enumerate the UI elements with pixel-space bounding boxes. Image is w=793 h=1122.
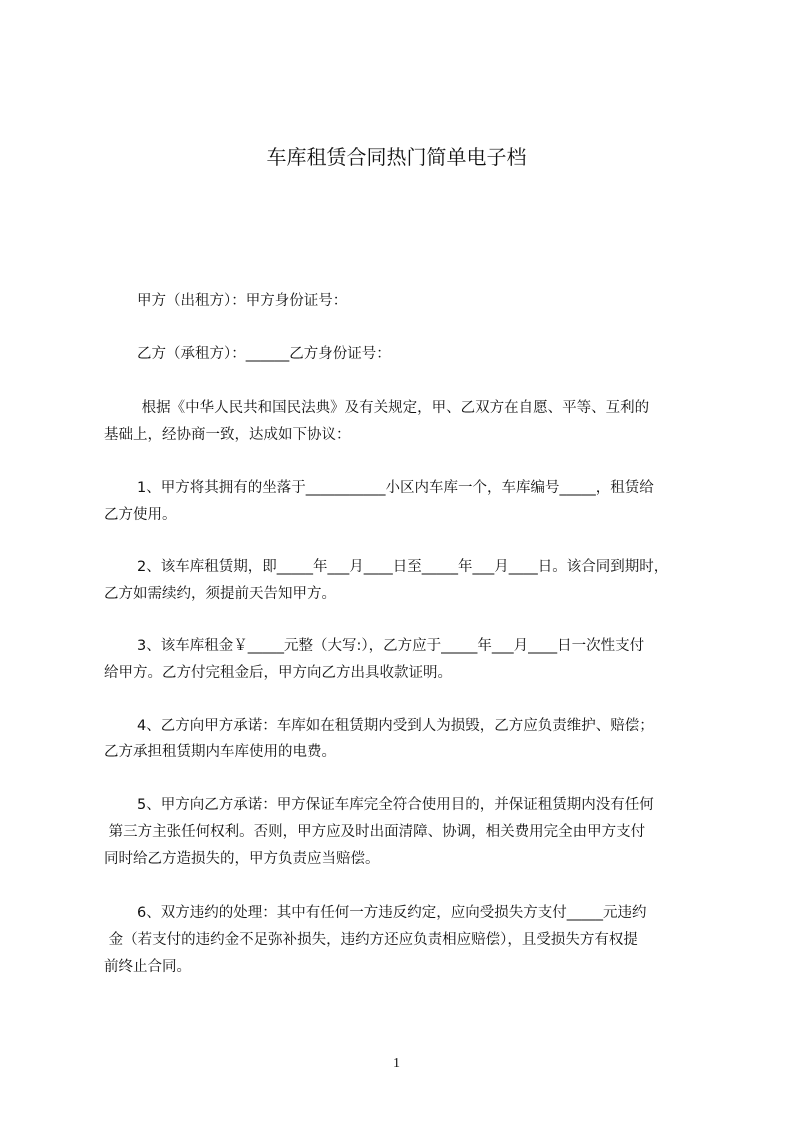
clause-6-line-3: 前终止合同。 [104, 959, 191, 975]
clause-1-line-2: 乙方使用。 [104, 507, 177, 523]
clause-6-line-2: 金（若支付的违约金不足弥补损失，违约方还应负责相应赔偿），且受损失方有权提 [104, 932, 638, 948]
preamble-line-1: 根据《中华人民共和国民法典》及有关规定，甲、乙双方在自愿、平等、互利的 [137, 400, 650, 416]
party-a-line: 甲方（出租方）：甲方身份证号： [137, 293, 348, 309]
clause-6-line-1: 6、双方违约的处理：其中有任何一方违反约定，应向受损失方支付_____元违约 [137, 905, 647, 921]
clause-4-line-2: 乙方承担租赁期内车库使用的电费。 [104, 744, 336, 760]
clause-2-line-2: 乙方如需续约，须提前天告知甲方。 [104, 586, 336, 602]
clause-3-line-1: 3、该车库租金￥_____元整（大写:），乙方应于_____年___月____日一次性支付 [137, 638, 645, 654]
clause-5-line-1: 5、甲方向乙方承诺：甲方保证车库完全符合使用目的，并保证租赁期内没有任何 [137, 797, 654, 813]
clause-1-line-1: 1、甲方将其拥有的坐落于___________小区内车库一个，车库编号_____，租赁给 [137, 480, 654, 496]
clause-5-line-3: 同时给乙方造损失的，甲方负责应当赔偿。 [104, 851, 380, 867]
document-title: 车库租赁合同热门简单电子档 [266, 145, 527, 169]
clause-2-line-1: 2、该车库租赁期，即_____年___月____日至_____年___月____日。该合同到期时， [137, 559, 669, 575]
party-b-line: 乙方（承租方）：______乙方身份证号： [137, 346, 391, 362]
preamble-line-2: 基础上，经协商一致，达成如下协议： [104, 427, 351, 443]
clause-4-line-1: 4、乙方向甲方承诺：车库如在租赁期内受到人为损毁，乙方应负责维护、赔偿； [137, 718, 654, 734]
clause-3-line-2: 给甲方。乙方付完租金后，甲方向乙方出具收款证明。 [104, 665, 452, 681]
page-number: 1 [393, 1056, 400, 1071]
clause-5-line-2: 第三方主张任何权利。否则，甲方应及时出面清障、协调，相关费用完全由甲方支付 [104, 824, 646, 840]
